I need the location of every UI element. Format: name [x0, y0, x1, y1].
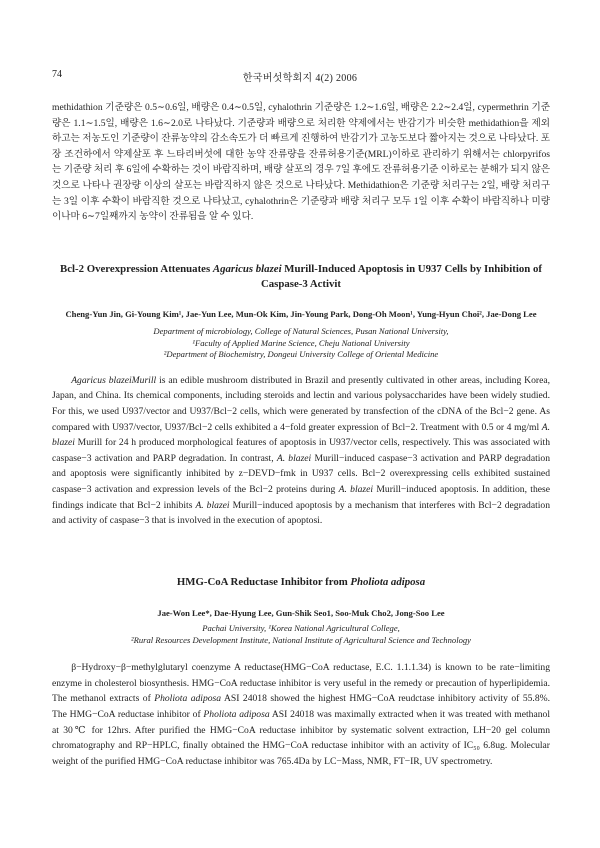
abstract-text: Murill−induced caspase−3 activation and PARP degradation and apoptosis were significantly inhibited by z−DEVD−fmk in U937 cells. Bcl−2 overexpressing cells exhibited sustained caspase−3 activation and expression levels of the Bcl−2 proteins during: [52, 452, 550, 495]
abstract: [52, 373, 550, 529]
page-header: [52, 69, 548, 83]
species-name: A. blazei: [276, 452, 312, 464]
abstract-text: Murill−induced apoptosis by a mechanism that interferes with Bcl−2 degradation and activity of caspase−3 that is involved in the execution of apoptosi.: [52, 499, 551, 527]
species-name: A. blazei: [52, 421, 550, 449]
affiliation: ²Rural Resources Development Institute, National Institute of Agricultural Science and Technology: [131, 634, 471, 645]
abstract: [52, 660, 550, 769]
title-text: HMG-CoA Reductase Inhibitor from: [176, 576, 351, 588]
journal-title: 한국버섯학회지 4(2) 2006: [242, 73, 358, 84]
article-hmgcoa: [52, 575, 550, 769]
affiliation-list: [52, 623, 550, 646]
affiliation: Pachai University, ¹Korea National Agricultural College,: [202, 623, 400, 633]
affiliation: Department of microbiology, College of Natural Sciences, Pusan National University,: [153, 326, 449, 336]
page-number: 74: [52, 69, 62, 80]
abstract-text: β−Hydroxy−β−methylglutaryl coenzyme A reductase(HMG−CoA reductase, E.C. 1.1.1.34) is known to be rate−limiting enzyme in cholesterol biosynthesis. HMG−CoA reductase inhibitor is very useful in the remedy or precaution of hyperlipidemia. The methanol extracts of: [52, 662, 550, 705]
species-name: A. blazei: [195, 499, 230, 511]
abstract-text: ASI 24018 showed the highest HMG−CoA reudctase inhibitory activity of 55.8%. The HMG−CoA reductase inhibitor of: [52, 693, 551, 720]
abstract-text: is an edible mushroom distributed in Brazil and presently cultivated in other areas, including Korea, Japan, and China. Its chemical components, including steroids and lectin and various polysaccharides have been widely studied. For this, we used U937/vector and U937/Bcl−2 cells, which were generated by transfection of the cDNA of the Bcl−2 gene. As compared with U937/vector, U937/Bcl−2 cells exhibited a 4−fold greater expression of Bcl−2. Treatment with 0.5 or 4 mg/ml: [52, 374, 550, 433]
author-list: Jae-Won Lee*, Dae-Hyung Lee, Gun-Shik Seo1, Soo-Muk Cho2, Jong-Soo Lee: [157, 608, 445, 618]
species-name: A. blazei: [338, 483, 374, 495]
abstract-text: Murill−induced apoptosis. In addition, these findings indicate that Bcl−2 inhibits: [52, 483, 550, 511]
korean-paragraph: methidathion 기준량은 0.5∼0.6일, 배량은 0.4∼0.5일, cyhalothrin 기준량은 1.2∼1.6일, 배량은 2.2∼2.4일, cypermethrin 기준량은 1.1∼1.5일, 배량은 1.6∼2.0로 나타났다. 기준량과 배량으로 처리한 약제에서는 반감기가 비슷한 methidathion을 제외하고는 저농도인 기준량이 잔류농약의 감소속도가 더 빠르게 진행하여 반감기가 고농도보다 짧아지는 것으로 나타났다. 포장 조건하에서 약제살포 후 느타리버섯에 대한 농약 잔류량을 잔류허용기준(MRL)이하로 관리하기 위해서는 chlorpyrifos는 기준량 처리 후 6일에 수확하는 것이 바람직하며, 배량 살포의 경우 7일 후에도 잔류허용기준 이하로는 분해가 되지 않은 것으로 나타나 권장량 이상의 살포는 바람직하지 않은 것으로 나타났다. Methidathion은 기준량 처리구는 2일, 배량 처리구는 3일 이후 수확이 바람직한 것으로 나타났고, cyhalothrin은 기준량과 배량 처리구 모두 1일 이후 수확이 바람직하나 미량이나마 6∼7일째까지 농약이 잔류됨을 알 수 있다.: [52, 102, 550, 223]
species-name: Agaricus blazeiMurill: [71, 374, 157, 386]
title-species: Agaricus blazei: [212, 263, 282, 275]
korean-paragraph-block: [52, 100, 550, 225]
author-list: Cheng-Yun Jin, Gi-Young Kim¹, Jae-Yun Lee, Mun-Ok Kim, Jin-Young Park, Dong-Oh Moon¹, Yung-Hyun Choi², Jae-Dong Lee: [65, 309, 537, 319]
article-bcl2: [52, 262, 550, 529]
affiliation: ¹Faculty of Applied Marine Science, Cheju National University: [192, 337, 410, 348]
article-title: [52, 262, 550, 292]
species-name: Pholiota adiposa: [203, 708, 270, 720]
abstract-text: Murill for 24 h produced morphological features of apoptosis in U937/vector cells, respectively. This was associated with caspase−3 activation and PARP degradation. In contrast,: [52, 437, 550, 464]
affiliation: ²Department of Biochemistry, Dongeui University College of Oriental Medicine: [163, 349, 439, 360]
affiliation-list: [52, 326, 550, 361]
species-name: Pholiota adiposa: [154, 693, 222, 705]
title-text: Bcl-2 Overexpression Attenuates: [60, 263, 213, 275]
article-title: [52, 575, 550, 590]
abstract-text: ASI 24018 was maximally extracted when it was treated with methanol at 30℃ for 12hrs. After purified the HMG−CoA reductase inhibitor by systematic solvent extraction, LH−20 gel column chromatography and RP−HPLC, finally obtained the HMG−CoA reductase inhibitor with an activity of IC₅₀ 6.8ug. Molecular weight of the purified HMG−CoA reductase inhibitor was 765.4Da by LC−Mass, NMR, FT−IR, UV spectrometry.: [52, 708, 550, 767]
title-species: Pholiota adiposa: [350, 576, 426, 588]
title-text: Murill-Induced Apoptosis in U937 Cells by Inhibition of Caspase-3 Activit: [260, 263, 542, 290]
